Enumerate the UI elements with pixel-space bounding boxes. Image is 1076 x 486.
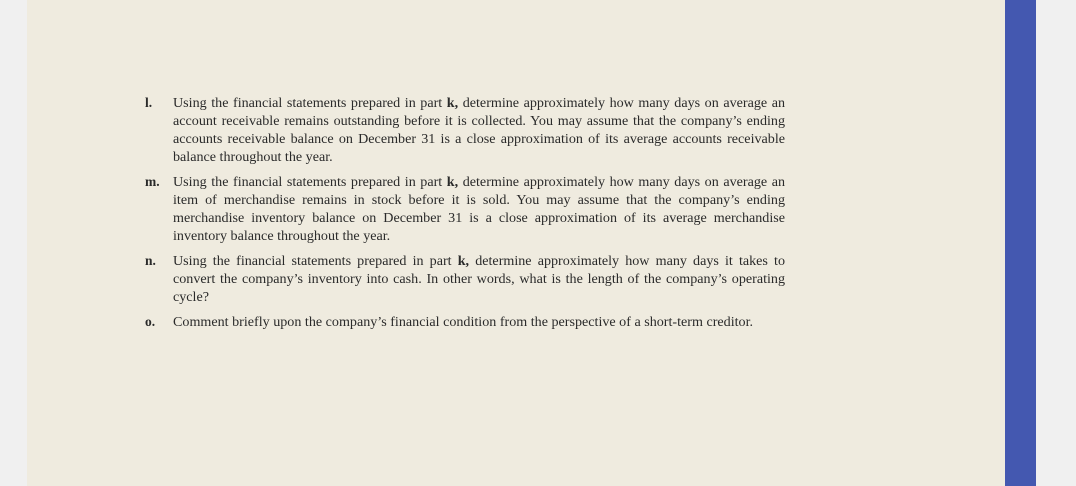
document-page	[27, 0, 1005, 486]
item-text: Using the financial statements prepared in part k, determine approximately how many days on average an account receivable remains outstanding before it is collected. You may assume that the company’s ending accounts receivable balance on December 31 is a close approximation of its average accounts receivable balance throughout the year.	[173, 95, 786, 165]
question-item-l	[145, 94, 785, 166]
item-text: Using the financial statements prepared in part k, determine approximately how many days it takes to convert the company’s inventory into cash. In other words, what is the length of the company’s operating cycle?	[173, 253, 786, 305]
item-marker: o.	[145, 314, 156, 329]
question-item-o	[145, 313, 785, 331]
question-item-m	[145, 173, 785, 245]
item-text: Using the financial statements prepared in part k, determine approximately how many days on average an item of merchandise remains in stock before it is sold. You may assume that the company’s ending merchandise inventory balance on December 31 is a close approximation of its average merchandise inventory balance throughout the year.	[173, 174, 786, 244]
item-marker: n.	[145, 253, 156, 268]
question-list	[145, 94, 785, 338]
question-item-n	[145, 252, 785, 306]
item-text: Comment briefly upon the company’s financial condition from the perspective of a short-term creditor.	[173, 314, 754, 330]
item-marker: m.	[145, 174, 160, 189]
item-marker: l.	[145, 95, 153, 110]
side-accent-bar	[1005, 0, 1036, 486]
